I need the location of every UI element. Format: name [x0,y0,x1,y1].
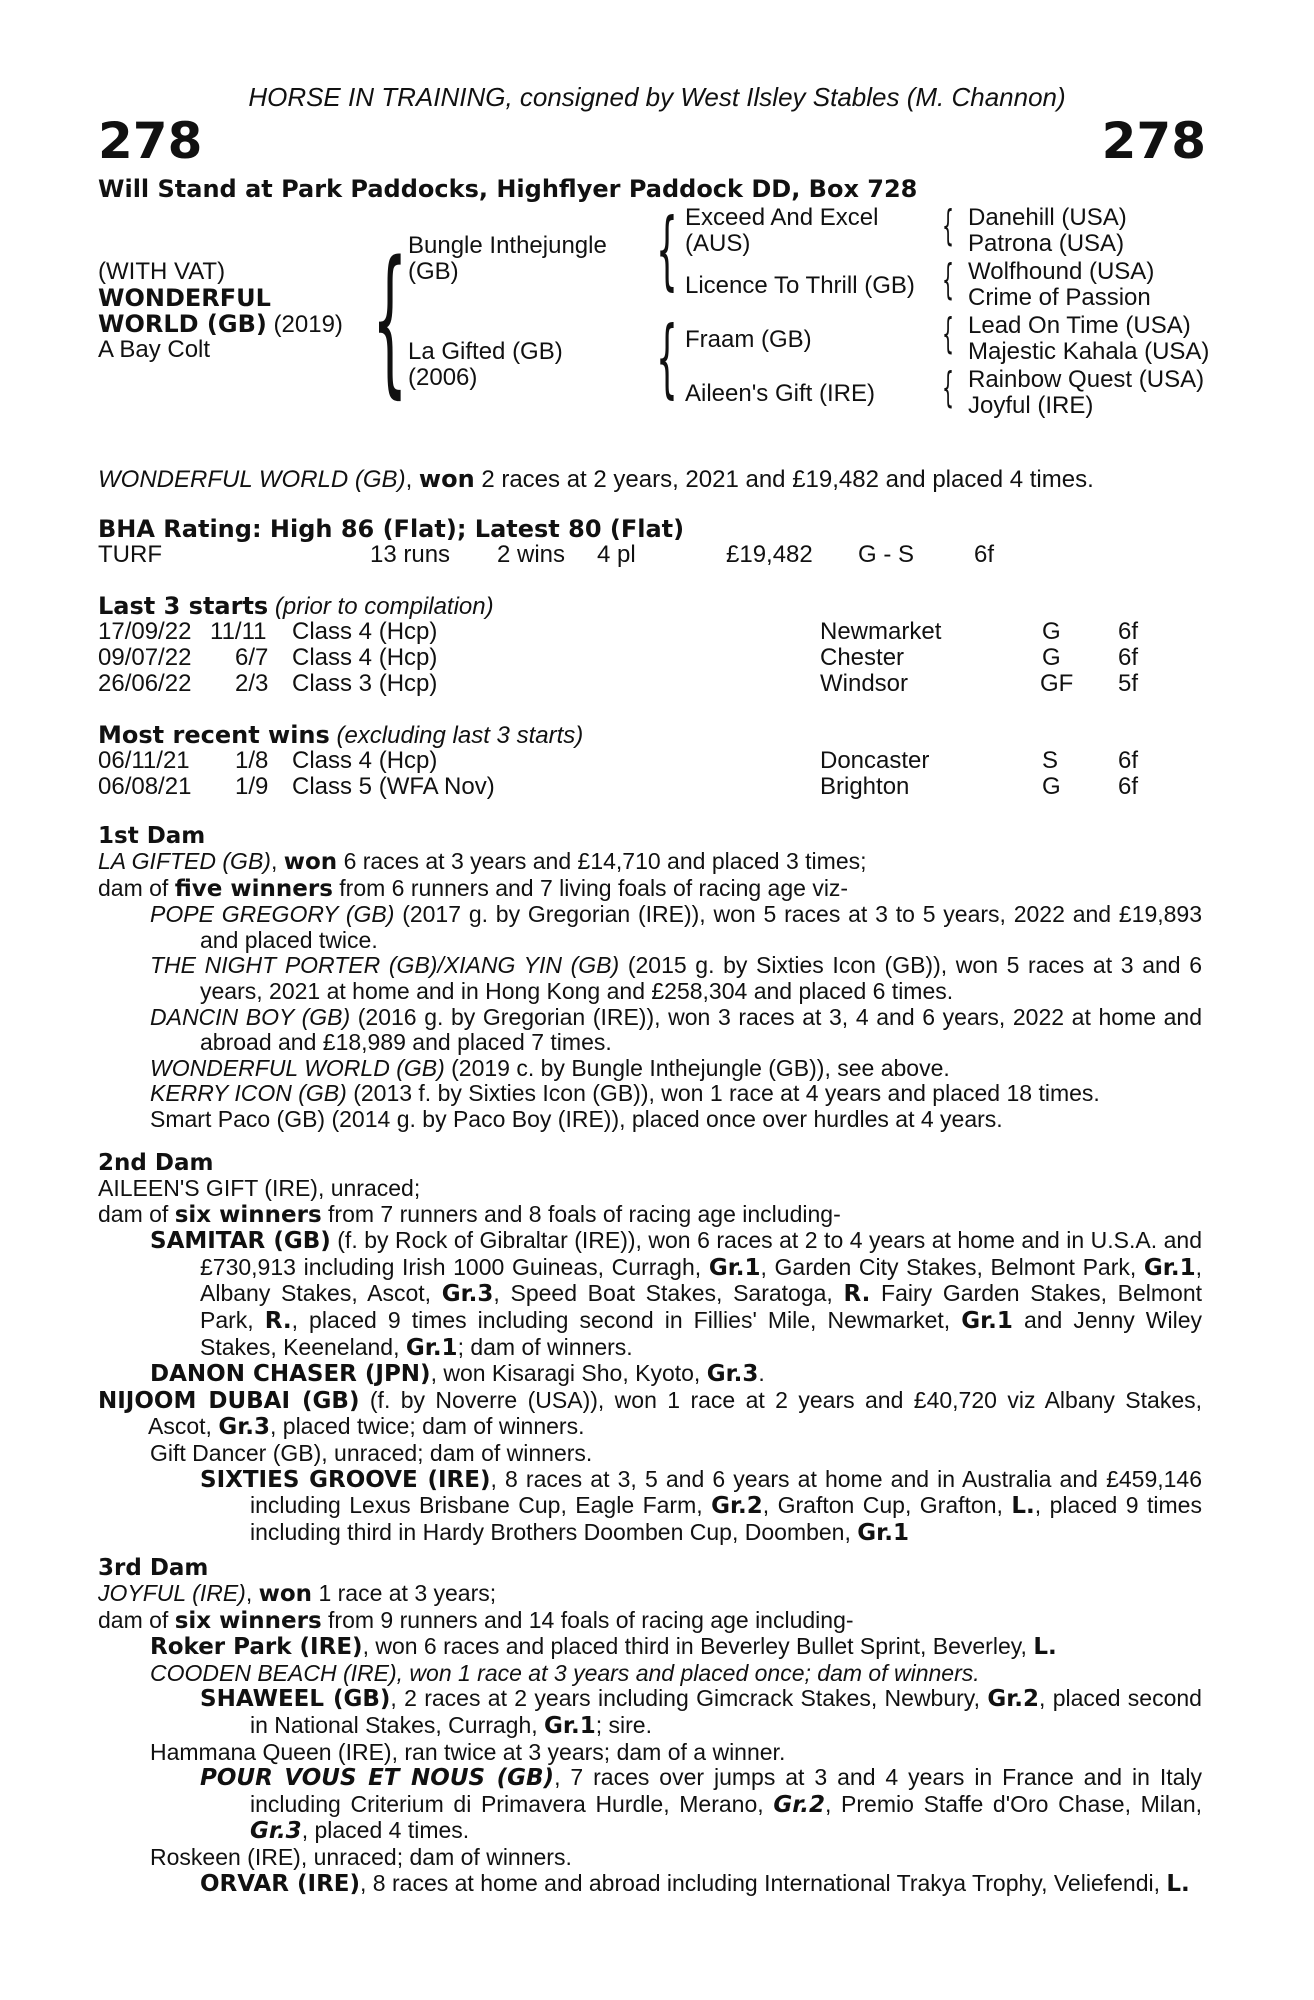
grade-label: Gr.1 [961,1307,1013,1334]
produce-entry [98,1081,1202,1107]
produce-text: , placed 9 times including second in Fillies' Mile, Newmarket, [291,1306,951,1333]
produce-text: and Jenny Wiley Stakes, Keeneland, [200,1306,1203,1360]
last-starts-title: Last 3 starts [98,592,269,620]
sale-header-title: HORSE IN TRAINING, consigned by West Ilsley Stables (M. Channon) [248,82,1066,112]
bha-rating-title: BHA Rating: High 86 (Flat); Latest 80 (Flat) [98,515,685,543]
produce-name: DANCIN BOY (GB) [150,1003,351,1030]
win-going: G [1042,773,1061,800]
sire-sire-country: (AUS) [685,230,751,257]
sire-dam: Licence To Thrill (GB) [685,272,915,299]
rating-distance: 6f [974,541,995,568]
ggs-3: Lead On Time (USA) [968,312,1191,339]
start-course: Newmarket [820,618,942,645]
start-pos: 2/3 [235,670,269,697]
produce-text: , 7 races over jumps at 3 and 4 years in France and in Italy including Criterium di Primavera Hurdle, Merano, [250,1764,1203,1817]
produce-text: , 2 races at 2 years including Gimcrack Stakes, Newbury, [390,1685,980,1712]
win-dist: 6f [1118,747,1139,774]
produce-text: (2015 g. by Sixties Icon (GB)), won 5 races at 3 and 6 years, 2021 at home and in Hong Kong and £258,304 and placed 6 times. [200,952,1202,1004]
produce-entry: Roskeen (IRE), unraced; dam of winners. [150,1843,572,1870]
first-dam-produce-prefix: dam of [98,874,169,901]
first-dam-winners: five winners [174,875,333,902]
second-dam-section [98,1150,1202,1546]
grade-label: Gr.2 [987,1686,1039,1713]
ggs-4: Rainbow Quest (USA) [968,366,1205,393]
win-pos: 1/8 [235,747,269,774]
first-dam-record: 6 races at 3 years and £14,710 and placed 3 times; [343,848,867,874]
start-dist: 6f [1118,644,1139,671]
horse-year: (2019) [273,311,343,338]
rating-wins: 2 wins [497,541,566,568]
produce-entry [98,1686,1202,1739]
produce-text: (2013 f. by Sixties Icon (GB)), won 1 race at 4 years and placed 18 times. [353,1080,1100,1107]
produce-entry [98,902,1202,953]
first-dam-won: won [283,849,338,875]
grade-label: Gr.1 [708,1254,761,1281]
recent-wins-title: Most recent wins [98,721,330,749]
sire-brace: { [656,200,678,300]
first-dam-heading: 1st Dam [98,823,206,849]
second-dam-produce-prefix: dam of [98,1200,169,1227]
produce-entry [98,1871,1202,1898]
produce-text: , won Kisaragi Sho, Kyoto, [430,1360,701,1387]
produce-text: , Premio Staffe d'Oro Chase, Milan, [825,1790,1203,1817]
produce-text: , won 6 races and placed third in Beverley Bullet Sprint, Beverley, [362,1633,1027,1660]
dam-name: La Gifted (GB) [408,338,563,365]
produce-entry [98,1634,1202,1661]
produce-entry: Gift Dancer (GB), unraced; dam of winners. [150,1439,593,1466]
ggd-2: Crime of Passion [968,284,1151,311]
sire-country: (GB) [408,258,459,285]
grade-label: Gr.3 [250,1818,302,1845]
start-pos: 11/11 [210,618,267,645]
produce-text: , Speed Boat Stakes, Saratoga, [493,1280,833,1307]
produce-text: Fairy Garden Stakes, Belmont Park, [200,1280,1203,1333]
lot-number-right: 278 [1101,112,1206,170]
dam-year: (2006) [408,364,478,391]
win-date: 06/08/21 [98,773,192,800]
win-course: Doncaster [820,747,930,774]
produce-text: , placed 9 times including third in Hardy Brothers Doomben Cup, Doomben, [250,1492,1202,1545]
start-course: Windsor [820,670,909,697]
produce-name: KERRY ICON (GB) [150,1080,347,1107]
produce-entry [98,1056,1202,1082]
grade-label: Gr.2 [711,1493,763,1520]
produce-entry [98,1361,1202,1388]
grade-label: Gr.1 [1143,1254,1196,1281]
produce-name: THE NIGHT PORTER (GB)/XIANG YIN (GB) [150,952,620,979]
sd-brace: { [942,255,955,304]
dam-brace: { [656,308,678,408]
produce-name: Roker Park (IRE) [150,1634,363,1661]
recent-wins-note: (excluding last 3 starts) [336,722,584,749]
start-going: G [1042,618,1061,645]
ds-brace: { [942,309,955,358]
start-course: Chester [820,644,905,671]
last-starts-heading [98,593,494,620]
grade-label: Gr.3 [441,1281,494,1308]
grade-label: Gr.1 [405,1334,458,1361]
produce-text: , 8 races at home and abroad including International Trakya Trophy, Veliefendi, [360,1869,1160,1896]
grade-label: R. [264,1307,292,1334]
produce-entry [98,1765,1202,1845]
ggd-4: Joyful (IRE) [968,392,1094,419]
start-race: Class 3 (Hcp) [292,670,438,697]
ggs-1: Danehill (USA) [968,204,1127,231]
produce-entry [46,1388,1202,1441]
grade-label: Gr.1 [857,1519,909,1546]
horse-name-part2: WORLD (GB) [98,310,267,338]
third-dam-record: 1 race at 3 years; [318,1580,497,1606]
grade-label: Gr.2 [773,1791,825,1818]
horse-description: A Bay Colt [98,336,211,363]
produce-entry: COODEN BEACH (IRE), won 1 race at 3 years and placed once; dam of winners. [150,1659,980,1686]
vat-note: (WITH VAT) [98,258,226,285]
produce-entry: Smart Paco (GB) (2014 g. by Paco Boy (IRE)), placed once over hurdles at 4 years. [150,1105,1003,1132]
produce-entry: Hammana Queen (IRE), ran twice at 3 years; dam of a winner. [150,1738,786,1765]
third-dam-winners: six winners [174,1607,322,1634]
summary-horse-name: WONDERFUL WORLD (GB) [98,466,406,493]
produce-text: (2017 g. by Gregorian (IRE)), won 5 races at 3 to 5 years, 2022 and £19,893 and placed twice. [200,901,1203,953]
produce-text: (f. by Rock of Gibraltar (IRE)), won 6 races at 2 to 4 years at home and in U.S.A. and £730,913 including Irish 1000 Guineas, Curragh, [200,1227,1203,1280]
second-dam-line2 [98,1202,1202,1229]
produce-text: , placed second in National Stakes, Curragh, [250,1685,1202,1738]
grade-label: Gr.3 [706,1361,759,1388]
produce-text: , placed 4 times. [301,1817,470,1844]
win-date: 06/11/21 [98,747,190,774]
start-going: GF [1040,670,1074,697]
rating-earnings: £19,482 [726,541,813,568]
dd-brace: { [942,363,955,412]
start-race: Class 4 (Hcp) [292,618,438,645]
produce-text: ; dam of winners. [457,1333,633,1360]
third-dam-heading: 3rd Dam [98,1555,209,1581]
recent-wins-heading [98,722,583,749]
grade-label: L. [1011,1493,1035,1520]
third-dam-line2 [98,1608,1202,1635]
grade-label: L. [1166,1870,1190,1897]
produce-entry [98,953,1202,1004]
grade-label: R. [843,1281,871,1308]
ggd-1: Patrona (USA) [968,230,1125,257]
horse-name-line1: WONDERFUL [98,284,271,312]
third-dam-won: won [258,1581,313,1607]
second-dam-heading: 2nd Dam [98,1150,214,1176]
race-summary: WONDERFUL WORLD (GB), won 2 races at 2 years, 2021 and £19,482 and placed 4 times. [98,465,1094,493]
ggd-3: Majestic Kahala (USA) [968,338,1210,365]
summary-text: 2 races at 2 years, 2021 and £19,482 and placed 4 times. [481,466,1094,493]
rating-runs: 13 runs [370,541,451,568]
lot-number-left: 278 [98,112,203,170]
produce-name: SIXTIES GROOVE (IRE) [200,1466,491,1493]
produce-entry [98,1005,1202,1056]
start-date: 09/07/22 [98,644,192,671]
produce-text: (f. by Noverre (USA)), won 1 race at 2 years and £40,720 viz Albany Stakes, Ascot, [148,1386,1202,1440]
last-starts-note: (prior to compilation) [274,593,494,620]
win-course: Brighton [820,773,910,800]
produce-name: WONDERFUL WORLD (GB) [150,1054,445,1081]
start-date: 17/09/22 [98,618,192,645]
produce-text: , Grafton Cup, Grafton, [762,1492,1003,1519]
rating-placed: 4 pl [597,541,636,568]
stand-location: Will Stand at Park Paddocks, Highflyer Paddock DD, Box 728 [98,175,918,203]
first-dam-name: LA GIFTED (GB) [98,848,271,874]
win-dist: 6f [1118,773,1139,800]
dam-dam: Aileen's Gift (IRE) [685,380,875,407]
third-dam-name: JOYFUL (IRE) [98,1580,246,1606]
start-dist: 5f [1118,670,1139,697]
produce-name: SHAWEEL (GB) [200,1686,391,1713]
win-going: S [1042,747,1059,774]
first-dam-line1: LA GIFTED (GB), won 6 races at 3 years and £14,710 and placed 3 times; [98,848,867,875]
third-dam-section [98,1555,1202,1897]
second-dam-produce-text: from 7 runners and 8 foals of racing age including- [328,1200,841,1227]
summary-won: won [418,465,475,493]
grade-label: Gr.3 [218,1414,270,1441]
produce-text: , 8 races at 3, 5 and 6 years at home and in Australia and £459,146 including Lexus Brisbane Cup, Eagle Farm, [250,1465,1203,1519]
grade-label: L. [1033,1634,1057,1661]
produce-entry [98,1467,1202,1547]
win-race: Class 4 (Hcp) [292,747,438,774]
produce-text: , placed twice; dam of winners. [270,1413,585,1440]
dam-sire: Fraam (GB) [685,326,812,353]
produce-name: ORVAR (IRE) [200,1870,361,1897]
ss-brace: { [942,201,955,250]
second-dam-line1: AILEEN'S GIFT (IRE), unraced; [98,1175,421,1201]
start-dist: 6f [1118,618,1139,645]
start-race: Class 4 (Hcp) [292,644,438,671]
produce-entry [98,1228,1202,1361]
produce-text: ; sire. [595,1711,652,1738]
third-dam-produce-prefix: dam of [98,1606,169,1633]
sire-name: Bungle Inthejungle [408,232,607,259]
third-dam-produce-text: from 9 runners and 14 foals of racing age including- [328,1606,854,1633]
start-date: 26/06/22 [98,670,192,697]
produce-name: SAMITAR (GB) [150,1228,331,1255]
third-dam-line1: JOYFUL (IRE), won 1 race at 3 years; [98,1580,497,1607]
win-race: Class 5 (WFA Nov) [292,773,495,800]
produce-name: NIJOOM DUBAI (GB) [98,1387,360,1414]
win-pos: 1/9 [235,773,269,800]
horse-name-line2 [98,311,343,338]
produce-name: POUR VOUS ET NOUS (GB) [200,1765,555,1792]
grade-label: Gr.1 [544,1712,596,1739]
sire-sire: Exceed And Excel [685,204,879,231]
start-pos: 6/7 [235,644,269,671]
produce-text: (2016 g. by Gregorian (IRE)), won 3 races at 3, 4 and 6 years, 2022 at home and abroad and £18,989 and placed 7 times. [200,1003,1203,1056]
produce-name: DANON CHASER (JPN) [150,1361,431,1388]
start-going: G [1042,644,1061,671]
first-dam-line2 [98,876,1202,903]
rating-surface: TURF [98,541,162,568]
pedigree-brace-main: { [372,226,408,413]
second-dam-winners: six winners [174,1201,322,1228]
produce-text: (2019 c. by Bungle Inthejungle (GB)), see above. [451,1054,950,1081]
rating-going: G - S [858,541,915,568]
produce-text: , Albany Stakes, Ascot, [200,1253,1202,1307]
first-dam-produce-text: from 6 runners and 7 living foals of racing age viz- [339,874,849,901]
produce-text: , Garden City Stakes, Belmont Park, [760,1253,1137,1280]
ggs-2: Wolfhound (USA) [968,258,1155,285]
first-dam-section [98,823,1202,1133]
produce-text: . [758,1360,765,1387]
produce-name: POPE GREGORY (GB) [150,901,395,928]
